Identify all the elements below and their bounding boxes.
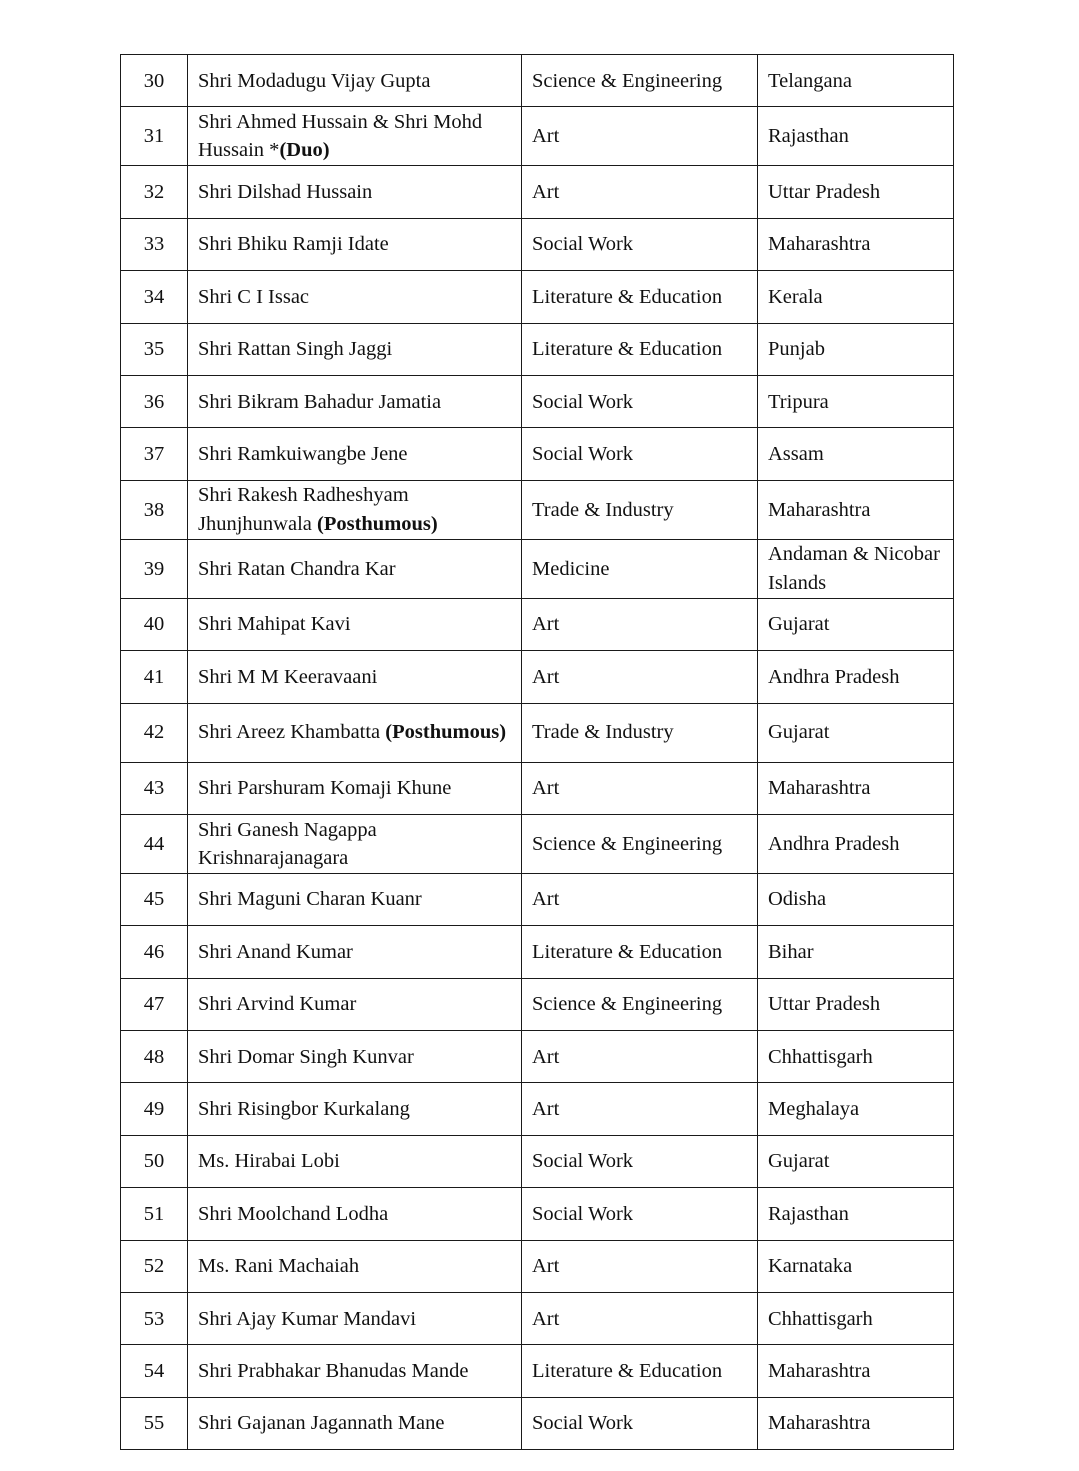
field-cell: Social Work	[522, 428, 758, 480]
table-row	[121, 1188, 954, 1240]
awardee-name-cell	[188, 323, 522, 375]
table-row	[121, 978, 954, 1030]
state-cell: Karnataka	[758, 1240, 954, 1292]
state-cell: Uttar Pradesh	[758, 978, 954, 1030]
table-row	[121, 873, 954, 925]
state-cell: Rajasthan	[758, 1188, 954, 1240]
field-cell: Social Work	[522, 1188, 758, 1240]
table-row	[121, 1031, 954, 1083]
awardee-name: Shri Ratan Chandra Kar	[198, 557, 396, 580]
state-cell: Maharashtra	[758, 1397, 954, 1449]
awardee-name: Shri Dilshad Hussain	[198, 180, 373, 203]
awardee-name-cell	[188, 271, 522, 323]
state-cell: Telangana	[758, 55, 954, 107]
serial-number-cell: 36	[121, 375, 188, 427]
awardee-name: Shri Areez Khambatta	[198, 721, 386, 744]
awardee-name-cell	[188, 1345, 522, 1397]
serial-number-cell: 35	[121, 323, 188, 375]
serial-number-cell: 49	[121, 1083, 188, 1135]
awardee-name: Ms. Hirabai Lobi	[198, 1150, 340, 1173]
serial-number-cell: 32	[121, 166, 188, 218]
awardee-name-cell	[188, 428, 522, 480]
serial-number-cell: 34	[121, 271, 188, 323]
awardee-name: Shri Parshuram Komaji Khune	[198, 777, 452, 800]
serial-number-cell: 43	[121, 762, 188, 814]
awardee-name: Shri Prabhakar Bhanudas Mande	[198, 1359, 469, 1382]
serial-number-cell: 53	[121, 1293, 188, 1345]
serial-number-cell: 54	[121, 1345, 188, 1397]
serial-number-cell: 40	[121, 598, 188, 650]
field-cell: Literature & Education	[522, 926, 758, 978]
table-row	[121, 814, 954, 873]
field-cell: Social Work	[522, 218, 758, 270]
field-cell: Literature & Education	[522, 1345, 758, 1397]
field-cell: Social Work	[522, 1397, 758, 1449]
field-cell: Art	[522, 873, 758, 925]
table-row	[121, 107, 954, 166]
field-cell: Science & Engineering	[522, 814, 758, 873]
table-row	[121, 598, 954, 650]
table-row	[121, 1240, 954, 1292]
field-cell: Science & Engineering	[522, 978, 758, 1030]
state-cell: Andhra Pradesh	[758, 814, 954, 873]
field-cell: Art	[522, 1240, 758, 1292]
serial-number-cell: 38	[121, 480, 188, 539]
table-row	[121, 762, 954, 814]
awardee-name-cell	[188, 1135, 522, 1187]
awardee-name-cell	[188, 480, 522, 539]
awardee-name: Shri Bikram Bahadur Jamatia	[198, 390, 442, 413]
awardee-note: (Posthumous)	[385, 721, 507, 744]
table-row	[121, 1083, 954, 1135]
table-row	[121, 539, 954, 598]
awardee-name: Shri M M Keeravaani	[198, 665, 378, 688]
serial-number-cell: 41	[121, 651, 188, 703]
awardee-name-cell	[188, 873, 522, 925]
state-cell: Chhattisgarh	[758, 1031, 954, 1083]
awardee-name: Shri Domar Singh Kunvar	[198, 1045, 414, 1068]
awardees-table-body	[121, 55, 954, 1450]
serial-number-cell: 55	[121, 1397, 188, 1449]
serial-number-cell: 46	[121, 926, 188, 978]
field-cell: Literature & Education	[522, 323, 758, 375]
field-cell: Art	[522, 598, 758, 650]
field-cell: Trade & Industry	[522, 480, 758, 539]
serial-number-cell: 44	[121, 814, 188, 873]
state-cell: Chhattisgarh	[758, 1293, 954, 1345]
field-cell: Social Work	[522, 375, 758, 427]
state-cell: Maharashtra	[758, 480, 954, 539]
awardee-name: Shri Ajay Kumar Mandavi	[198, 1307, 417, 1330]
awardee-name: Shri Gajanan Jagannath Mane	[198, 1412, 445, 1435]
awardee-name-cell	[188, 218, 522, 270]
field-cell: Science & Engineering	[522, 55, 758, 107]
field-cell: Art	[522, 1083, 758, 1135]
awardee-name-cell	[188, 1031, 522, 1083]
awardee-note: (Duo)	[279, 139, 330, 162]
state-cell: Meghalaya	[758, 1083, 954, 1135]
state-cell: Gujarat	[758, 1135, 954, 1187]
table-row	[121, 428, 954, 480]
awardee-name-cell	[188, 703, 522, 762]
table-row	[121, 703, 954, 762]
state-cell: Gujarat	[758, 598, 954, 650]
awardee-name: Shri Mahipat Kavi	[198, 613, 351, 636]
serial-number-cell: 48	[121, 1031, 188, 1083]
table-row	[121, 271, 954, 323]
state-cell: Maharashtra	[758, 1345, 954, 1397]
awardee-name-cell	[188, 651, 522, 703]
table-row	[121, 323, 954, 375]
state-cell: Punjab	[758, 323, 954, 375]
serial-number-cell: 45	[121, 873, 188, 925]
field-cell: Art	[522, 1031, 758, 1083]
serial-number-cell: 39	[121, 539, 188, 598]
state-cell: Maharashtra	[758, 762, 954, 814]
table-row	[121, 1135, 954, 1187]
table-row	[121, 218, 954, 270]
field-cell: Art	[522, 166, 758, 218]
table-row	[121, 1397, 954, 1449]
table-row	[121, 926, 954, 978]
state-cell: Assam	[758, 428, 954, 480]
awardee-name-cell	[188, 539, 522, 598]
field-cell: Literature & Education	[522, 271, 758, 323]
state-cell: Kerala	[758, 271, 954, 323]
table-row	[121, 1293, 954, 1345]
state-cell: Tripura	[758, 375, 954, 427]
table-row	[121, 480, 954, 539]
awardee-name: Ms. Rani Machaiah	[198, 1255, 360, 1278]
awardee-name: Shri Anand Kumar	[198, 940, 353, 963]
awardee-name-cell	[188, 926, 522, 978]
table-row	[121, 1345, 954, 1397]
awardee-name-cell	[188, 814, 522, 873]
state-cell: Bihar	[758, 926, 954, 978]
state-cell: Rajasthan	[758, 107, 954, 166]
awardee-name: Shri Modadugu Vijay Gupta	[198, 69, 431, 92]
field-cell: Art	[522, 107, 758, 166]
table-row	[121, 166, 954, 218]
awardee-name: Shri Maguni Charan Kuanr	[198, 888, 422, 911]
awardee-name: Shri Arvind Kumar	[198, 993, 357, 1016]
field-cell: Art	[522, 762, 758, 814]
awardee-name-cell	[188, 1188, 522, 1240]
table-row	[121, 55, 954, 107]
state-cell: Gujarat	[758, 703, 954, 762]
table-row	[121, 375, 954, 427]
awardee-name: Shri Rakesh Radheshyam Jhunjhunwala	[198, 484, 409, 535]
awardee-name-cell	[188, 1293, 522, 1345]
awardee-name-cell	[188, 1083, 522, 1135]
awardee-name-cell	[188, 1240, 522, 1292]
state-cell: Uttar Pradesh	[758, 166, 954, 218]
awardee-name-cell	[188, 978, 522, 1030]
state-cell: Maharashtra	[758, 218, 954, 270]
awardee-name-cell	[188, 762, 522, 814]
field-cell: Art	[522, 651, 758, 703]
awardee-name-cell	[188, 166, 522, 218]
awardee-name-cell	[188, 55, 522, 107]
awardee-name: Shri Risingbor Kurkalang	[198, 1098, 410, 1121]
awardee-name: Shri Moolchand Lodha	[198, 1202, 389, 1225]
serial-number-cell: 52	[121, 1240, 188, 1292]
awardee-name: Shri Ahmed Hussain & Shri Mohd Hussain *	[198, 111, 483, 162]
state-cell: Andhra Pradesh	[758, 651, 954, 703]
serial-number-cell: 33	[121, 218, 188, 270]
awardee-name: Shri Rattan Singh Jaggi	[198, 338, 393, 361]
serial-number-cell: 42	[121, 703, 188, 762]
awardee-name-cell	[188, 598, 522, 650]
awardees-table	[120, 54, 954, 1450]
state-cell: Andaman & Nicobar Islands	[758, 539, 954, 598]
field-cell: Medicine	[522, 539, 758, 598]
awardee-name: Shri Ramkuiwangbe Jene	[198, 442, 408, 465]
field-cell: Trade & Industry	[522, 703, 758, 762]
awardee-name: Shri Ganesh Nagappa Krishnarajanagara	[198, 818, 377, 869]
serial-number-cell: 50	[121, 1135, 188, 1187]
state-cell: Odisha	[758, 873, 954, 925]
field-cell: Art	[522, 1293, 758, 1345]
awardee-name: Shri C I Issac	[198, 285, 310, 308]
serial-number-cell: 37	[121, 428, 188, 480]
awardee-note: (Posthumous)	[317, 512, 438, 535]
serial-number-cell: 31	[121, 107, 188, 166]
serial-number-cell: 30	[121, 55, 188, 107]
awardee-name-cell	[188, 1397, 522, 1449]
serial-number-cell: 47	[121, 978, 188, 1030]
table-row	[121, 651, 954, 703]
awardee-name-cell	[188, 375, 522, 427]
awardee-name: Shri Bhiku Ramji Idate	[198, 233, 389, 256]
serial-number-cell: 51	[121, 1188, 188, 1240]
awardee-name-cell	[188, 107, 522, 166]
field-cell: Social Work	[522, 1135, 758, 1187]
